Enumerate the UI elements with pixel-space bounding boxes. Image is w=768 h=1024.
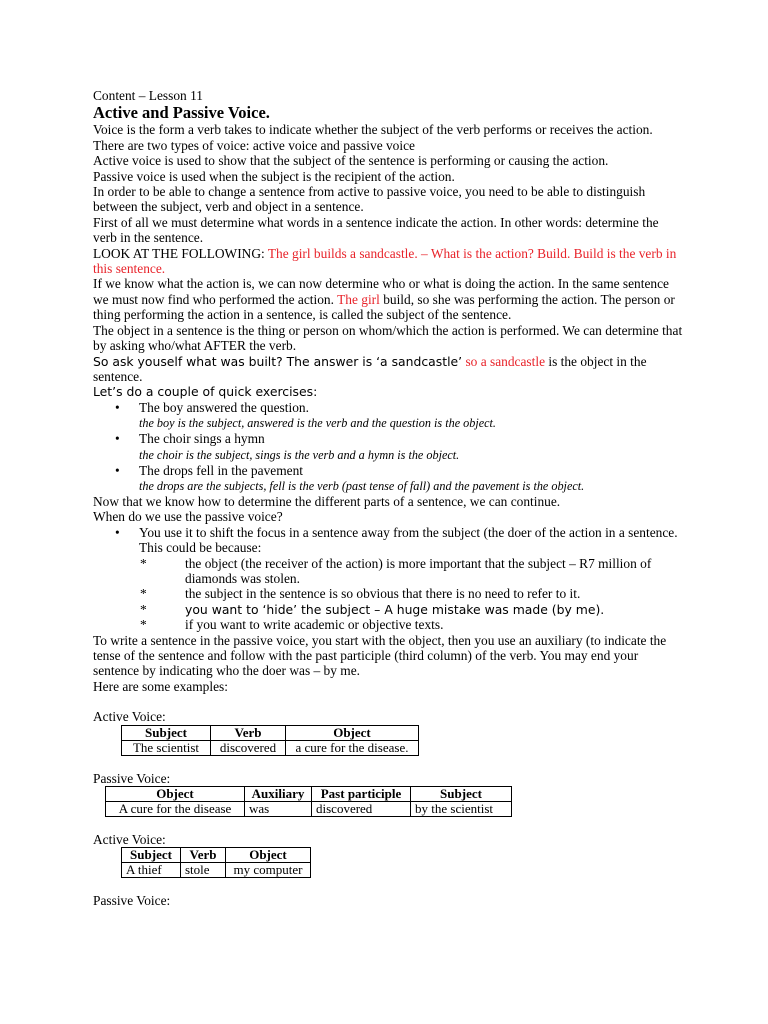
reasons-list	[93, 556, 683, 633]
asterisk-icon: *	[140, 555, 147, 571]
passive-voice-table-1	[105, 786, 512, 817]
exercise-sentence: The drops fell in the pavement	[139, 462, 303, 478]
table-header: Subject	[411, 787, 512, 802]
exercises-intro: Let’s do a couple of quick exercises:	[93, 384, 318, 400]
table-header: Subject	[122, 725, 211, 740]
reason-text: if you want to write academic or objective texts.	[185, 617, 444, 633]
ask-highlight: so a sandcastle	[462, 353, 546, 369]
table-header: Object	[286, 725, 419, 740]
exercise-note: the drops are the subjects, fell is the verb (past tense of fall) and the pavement is the object.	[139, 478, 585, 493]
table-header: Subject	[122, 848, 181, 863]
intro-paragraph-3: Active voice is used to show that the subject of the sentence is performing or causing the action.	[93, 153, 609, 169]
look-paragraph	[93, 246, 683, 277]
intro-paragraph-2: There are two types of voice: active voice and passive voice	[93, 137, 415, 153]
continue-paragraph: Now that we know how to determine the different parts of a sentence, we can continue.	[93, 493, 561, 509]
table-header: Object	[106, 787, 245, 802]
list-item	[93, 556, 683, 587]
table-header: Past participle	[312, 787, 411, 802]
active-voice-table-1	[121, 725, 419, 756]
table-cell: A thief	[122, 863, 181, 878]
examples-intro: Here are some examples:	[93, 678, 228, 694]
table-row	[122, 740, 419, 755]
intro-paragraph-1: Voice is the form a verb takes to indicate whether the subject of the verb performs or receives the action.	[93, 122, 653, 138]
table-cell: by the scientist	[411, 802, 512, 817]
table3-caption: Active Voice:	[93, 832, 166, 848]
how-to-paragraph: To write a sentence in the passive voice, you start with the object, then you use an auxiliary (to indicate the tense of the sentence and follow with the past participle (third column) of the verb. You may end your sentence by indicating who the doer was – by me.	[93, 632, 667, 679]
intro-paragraph-4: Passive voice is used when the subject is the recipient of the action.	[93, 168, 455, 184]
bullet-icon: •	[115, 399, 120, 415]
bullet-icon: •	[115, 524, 120, 540]
spacer	[93, 817, 683, 832]
exercise-note: the choir is the subject, sings is the verb and a hymn is the object.	[139, 447, 460, 462]
exercise-sentence: The choir sings a hymn	[139, 431, 265, 447]
reason-text: the object (the receiver of the action) is more important that the subject – R7 million of diamonds was stolen.	[185, 555, 652, 586]
list-item	[93, 431, 683, 462]
ask-text-2: is the object in the sentence.	[93, 353, 647, 384]
exercise-sentence: The boy answered the question.	[139, 399, 309, 415]
table-header-row	[122, 848, 311, 863]
when-bullet-text: You use it to shift the focus in a sentence away from the subject (the doer of the action in a sentence. This could be because:	[139, 524, 678, 556]
table-cell: A cure for the disease	[106, 802, 245, 817]
table2-caption: Passive Voice:	[93, 770, 171, 786]
spacer	[93, 878, 683, 893]
list-item	[93, 586, 683, 601]
reason-text: you want to ‘hide’ the subject – A huge mistake was made (by me).	[185, 601, 605, 617]
table-cell: The scientist	[122, 740, 211, 755]
when-question: When do we use the passive voice?	[93, 509, 283, 525]
table-header: Object	[226, 848, 311, 863]
list-item	[93, 525, 683, 556]
table-cell: discovered	[211, 740, 286, 755]
ask-paragraph	[93, 354, 683, 385]
document-page	[93, 88, 683, 909]
subject-text-1: If we know what the action is, we can now determine who or what is doing the action. In the same sentence we must now find who performed the action.	[93, 276, 669, 307]
table1-caption: Active Voice:	[93, 709, 166, 725]
table-header: Auxiliary	[245, 787, 312, 802]
active-voice-table-2	[121, 847, 311, 878]
lesson-label: Content – Lesson 11	[93, 88, 203, 103]
asterisk-icon: *	[140, 586, 147, 602]
spacer	[93, 756, 683, 771]
table-row	[106, 802, 512, 817]
subject-text-2: build, so she was performing the action. The person or thing performing the action in a sentence, is called the subject of the sentence.	[93, 291, 675, 323]
list-item	[93, 617, 683, 632]
spacer	[93, 694, 683, 709]
ask-text-1: So ask youself what was built? The answer is ‘a sandcastle’	[93, 353, 463, 369]
asterisk-icon: *	[140, 617, 147, 633]
reason-text: the subject in the sentence is so obvious that there is no need to refer to it.	[185, 586, 581, 602]
intro-paragraph-5: In order to be able to change a sentence from active to passive voice, you need to be able to distinguish between the subject, verb and object in a sentence.	[93, 184, 646, 215]
table-cell: my computer	[226, 863, 311, 878]
subject-paragraph	[93, 276, 683, 322]
document-title: Active and Passive Voice.	[93, 103, 270, 123]
when-list	[93, 525, 683, 556]
table-header-row	[122, 725, 419, 740]
exercise-list	[93, 400, 683, 494]
final-caption: Passive Voice:	[93, 893, 171, 909]
look-prefix: LOOK AT THE FOLLOWING:	[93, 245, 268, 261]
table-header: Verb	[211, 725, 286, 740]
table-header: Verb	[181, 848, 226, 863]
bullet-icon: •	[115, 431, 120, 447]
list-item	[93, 602, 683, 617]
list-item	[93, 463, 683, 494]
table-cell: was	[245, 802, 312, 817]
look-example-highlight: The girl builds a sandcastle. – What is the action? Build. Build is the verb in this sentence.	[93, 245, 677, 277]
table-header-row	[106, 787, 512, 802]
object-paragraph: The object in a sentence is the thing or person on whom/which the action is performed. We can determine that by asking who/what AFTER the verb.	[93, 322, 683, 354]
asterisk-icon: *	[140, 601, 147, 617]
exercise-note: the boy is the subject, answered is the verb and the question is the object.	[139, 416, 496, 431]
table-cell: a cure for the disease.	[286, 740, 419, 755]
bullet-icon: •	[115, 462, 120, 478]
table-row	[122, 863, 311, 878]
intro-paragraph-6: First of all we must determine what words in a sentence indicate the action. In other words: determine the verb in the sentence.	[93, 214, 659, 246]
table-cell: stole	[181, 863, 226, 878]
subject-highlight: The girl	[337, 291, 380, 307]
list-item	[93, 400, 683, 431]
table-cell: discovered	[312, 802, 411, 817]
